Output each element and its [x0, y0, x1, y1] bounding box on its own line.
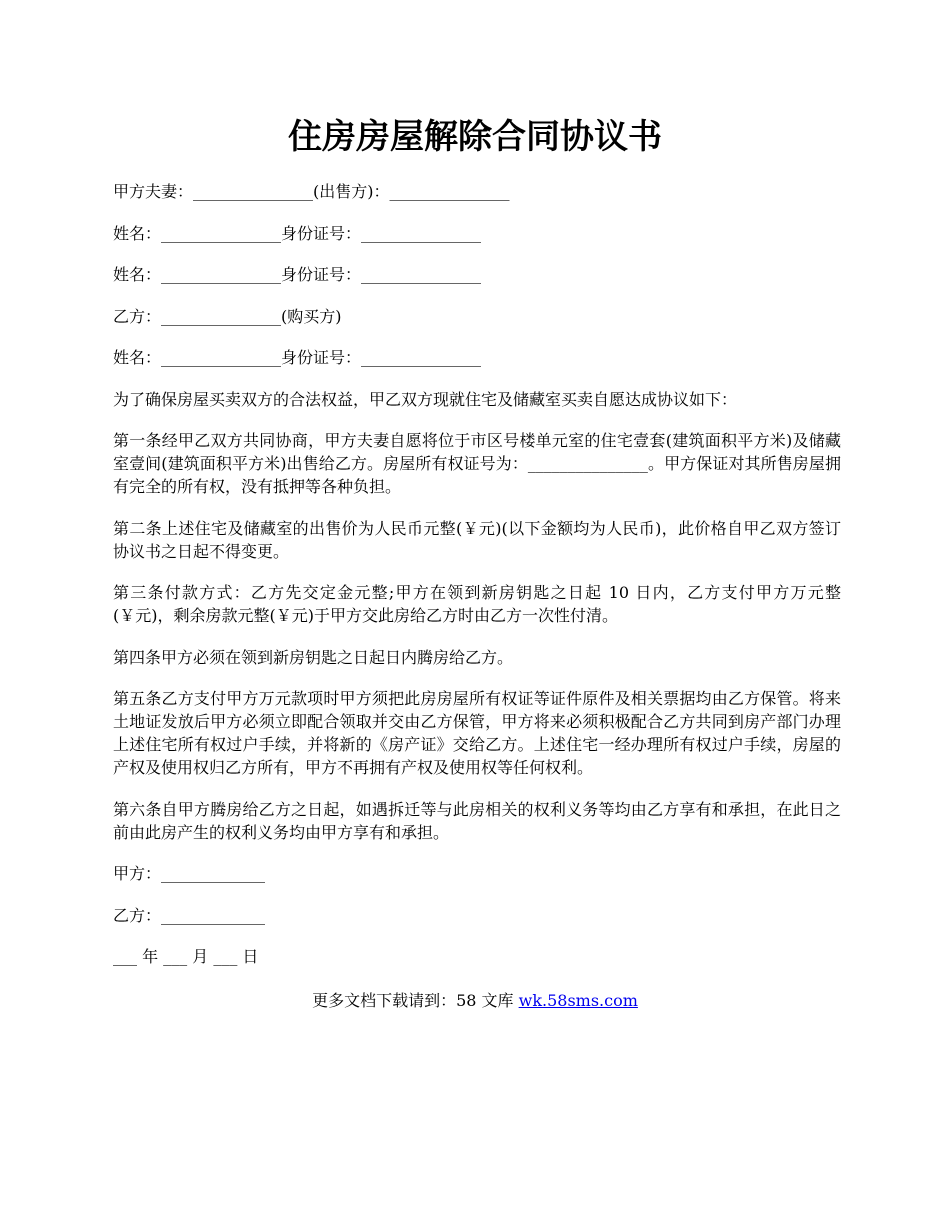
document-body [113, 180, 841, 987]
party-b-line: 乙方：_______________(购买方) [113, 306, 342, 326]
footer [0, 989, 950, 1012]
intro-paragraph: 为了确保房屋买卖双方的合法权益，甲乙双方现就住宅及储藏室买卖自愿达成协议如下： [113, 389, 738, 409]
article-1: 第一条经甲乙双方共同协商，甲方夫妻自愿将位于市区号楼单元室的住宅壹套(建筑面积平方米)及储藏室壹间(建筑面积平方米)出售给乙方。房屋所有权证号为：_______________。甲方保证对其所售房屋拥有完全的所有权，没有抵押等各种负担。 [113, 431, 841, 496]
footer-link[interactable]: wk.58sms.com [518, 991, 638, 1010]
article-2: 第二条上述住宅及储藏室的出售价为人民币元整(￥元)(以下金额均为人民币)，此价格自甲乙双方签订协议书之日起不得变更。 [113, 518, 841, 561]
document-title: 住房房屋解除合同协议书 [288, 117, 662, 157]
footer-text: 更多文档下载请到：58 文库 [312, 991, 519, 1010]
article-3: 第三条付款方式：乙方先交定金元整;甲方在领到新房钥匙之日起 10 日内，乙方支付甲方万元整(￥元)，剩余房款元整(￥元)于甲方交此房给乙方时由乙方一次性付清。 [113, 583, 841, 625]
signature-party-b: 乙方：_____________ [113, 905, 266, 925]
article-5: 第五条乙方支付甲方万元款项时甲方须把此房房屋所有权证等证件原件及相关票据均由乙方保管。将来土地证发放后甲方必须立即配合领取并交由乙方保管，甲方将来必须积极配合乙方共同到房产部门办理上述住宅所有权过户手续，并将新的《房产证》交给乙方。上述住宅一经办理所有权过户手续，房屋的产权及使用权归乙方所有，甲方不再拥有产权及使用权等任何权利。 [113, 689, 841, 777]
party-b-name-line: 姓名：_______________身份证号：_______________ [113, 348, 482, 367]
article-6: 第六条自甲方腾房给乙方之日起，如遇拆迁等与此房相关的权利义务等均由乙方享有和承担，在此日之前由此房产生的权利义务均由甲方享有和承担。 [113, 799, 841, 842]
date-line: ___ 年 ___ 月 ___ 日 [113, 947, 259, 966]
signature-party-a: 甲方：_____________ [113, 864, 266, 883]
party-a-line: 甲方夫妻：_______________(出售方)：_______________ [113, 182, 510, 201]
party-a-name-line-1: 姓名：_______________身份证号：_______________ [113, 223, 482, 243]
article-4: 第四条甲方必须在领到新房钥匙之日起日内腾房给乙方。 [113, 647, 514, 667]
party-a-name-line-2: 姓名：_______________身份证号：_______________ [113, 265, 482, 284]
